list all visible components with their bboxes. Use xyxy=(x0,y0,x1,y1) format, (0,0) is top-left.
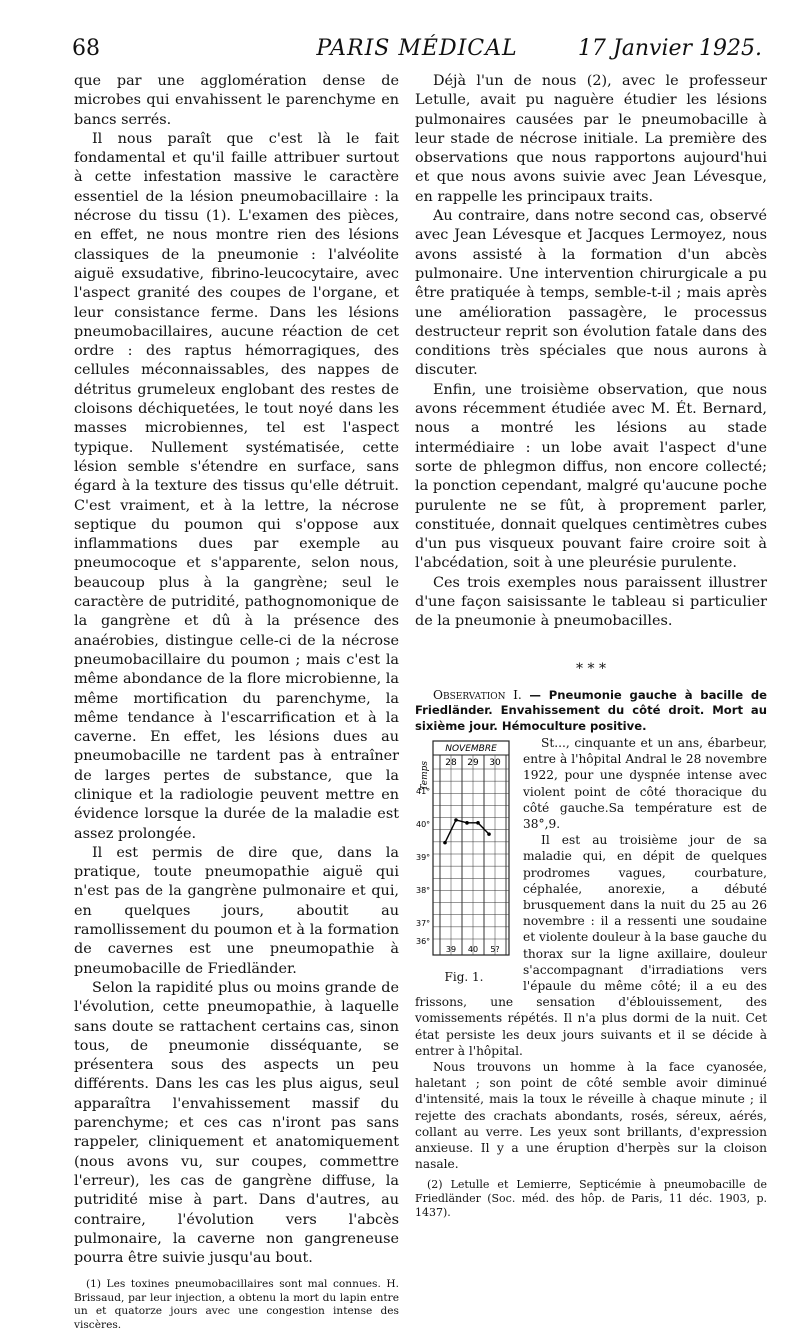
page-number: 68 xyxy=(72,36,100,61)
bottom-value: 40 xyxy=(467,945,479,954)
temperature-point xyxy=(443,841,447,845)
footnote: (1) Les toxines pneumobacillaires sont mal connues. H. Brissaud, par leur injection, a obtenu la mort du lapin entre un et quatorze jours avec une congestion intense des viscères. xyxy=(74,1278,399,1331)
bottom-value: 5? xyxy=(490,945,500,954)
chart-day-labels xyxy=(445,758,501,768)
temperature-chart-figure xyxy=(415,739,513,985)
paragraph: Au contraire, dans notre second cas, observé avec Jean Lévesque et Jacques Lermoyez, nous avons assisté à la formation d'un abcès pulmonaire. Une intervention chirurgicale a pu être pratiquée à temps, semble-t-il ; mais après une amélioration passagère, le processus destructeur reprit son évolution fatale dans des conditions très spéciales que nous aurons à discuter. xyxy=(415,208,767,379)
day-label: 28 xyxy=(445,758,457,768)
figure-caption: Fig. 1. xyxy=(444,970,484,985)
temperature-point xyxy=(487,832,491,836)
observation-label: Observation I. xyxy=(433,687,522,702)
temp-label: 36° xyxy=(416,937,431,946)
observation-paragraph: Il est au troisième jour de sa maladie qui, en dépit de quelques prodromes vagues, courbature, céphalée, anorexie, a débuté brusquement dans la nuit du 25 au 26 novembre : il a ressenti une soudaine et violente douleur à la base gauche du thorax sur la ligne axillaire, douleur s'accompagnant d'irradiations vers l'épaule du même côté; il a eu des frissons, une sensation d'éblouissement, des vomissements répétés. Il n'a plus dormi de la nuit. Cet état persiste les deux jours suivants et il se décide à entrer à l'hôpital. xyxy=(415,833,767,1058)
paragraph: Enfin, une troisième observation, que nous avons récemment étudiée avec M. Ét. Bernard, nous a montré les lésions au stade intermédiaire : un lobe avait l'aspect d'une sorte de phlegmon diffus, non encore collecté; la ponction cependant, malgré qu'aucune poche purulente ne se fût, à proprement parler, constituée, donnait quelques centimètres cubes d'un pus visqueux pouvant faire croire soit à l'abcédation, soit à une pleurésie purulente. xyxy=(415,381,767,572)
left-column xyxy=(74,72,399,1332)
paragraph: Déjà l'un de nous (2), avec le professeur Letulle, avait pu naguère étudier les lésions pulmonaires causées par le pneumobacille à leur stade de nécrose initiale. La première des observations que nous rapportons aujourd'hui et que nous avons suivie avec Jean Lévesque, en rappelle les principaux traits. xyxy=(415,73,767,205)
observation-title: — Pneumonie gauche à bacille de Friedländer. Envahissement du côté droit. Mort au sixième jour. Hémoculture positive. xyxy=(415,687,767,734)
chart-bottom-values xyxy=(446,945,500,954)
observation-body xyxy=(415,735,767,1220)
issue-date: 17 Janvier 1925. xyxy=(577,36,762,61)
temperature-point xyxy=(454,818,458,822)
paragraph: Selon la rapidité plus ou moins grande de l'évolution, cette pneumopathie, à laquelle sans doute se rattachent certains cas, sinon tous, de pneumonie disséquante, se présentera sous des aspects un peu différents. Dans les cas les plus aigus, seul apparaîtra l'envahissement massif du parenchyme; et ces cas n'iront pas sans rappeler, cliniquement et anatomiquement (nous avons vu, sur coupes, commettre l'erreur), les cas de gangrène diffuse, la putridité mise à part. Dans d'autres, au contraire, l'évolution vers l'abcès pulmonaire, la caverne non gangreneuse pourra être suivie jusqu'au bout. xyxy=(74,979,399,1267)
chart-month: NOVEMBRE xyxy=(445,744,497,754)
day-label: 29 xyxy=(467,758,479,768)
observation-paragraph: St..., cinquante et un ans, ébarbeur, entre à l'hôpital Andral le 28 novembre 1922, pour une dyspnée intense avec violent point de côté thoracique du côté gauche.Sa température est de 38°,9. xyxy=(523,736,767,832)
journal-title: PARIS MÉDICAL xyxy=(316,36,518,61)
paragraph: Il est permis de dire que, dans la pratique, toute pneumopathie aiguë qui n'est pas de la gangrène pulmonaire et qui, en quelques jours, aboutit au ramollissement du poumon et à la formation de cavernes est une pneumopathie à pneumobacille de Friedländer. xyxy=(74,844,399,977)
temperature-point xyxy=(465,821,469,825)
chart-temperature-labels xyxy=(416,787,430,946)
temperature-chart xyxy=(415,739,513,959)
temp-label: 39° xyxy=(416,853,431,862)
bottom-value: 39 xyxy=(445,945,457,954)
right-column xyxy=(415,72,767,1220)
page-header xyxy=(72,34,762,66)
temp-label: 40° xyxy=(416,820,431,829)
footnote: (2) Letulle et Lemierre, Septicémie à pneumobacille de Friedländer (Soc. méd. des hôp. de Paris, 11 déc. 1903, p. 1437). xyxy=(415,1178,767,1220)
section-separator: * * * xyxy=(576,660,606,677)
paragraph: que par une agglomération dense de microbes qui envahissent le parenchyme en bancs serrés. xyxy=(74,73,399,128)
paragraph: Ces trois exemples nous paraissent illustrer d'une façon saisissante le tableau si particulier de la pneumonie à pneumobacilles. xyxy=(415,574,767,630)
observation-heading xyxy=(415,688,767,735)
temperature-point xyxy=(476,821,480,825)
paragraph: Il nous paraît que c'est là le fait fondamental et qu'il faille attribuer surtout à cette infestation massive le caractère essentiel de la lésion pneumobacillaire : la nécrose du tissu (1). L'examen des pièces, en effet, ne nous montre rien des lésions classiques de la pneumonie : l'alvéolite aiguë exsudative, fibrino-leucocytaire, avec l'aspect granité des coupes de l'organe, et leur consistance ferme. Dans les lésions pneumobacillaires, aucune réaction de cet ordre : des raptus hémorragiques, des cellules méconnaissables, des nappes de détritus grumeleux englobant des restes de cloisons déchiquetées, le tout noyé dans les masses microbiennes, tel est l'aspect typique. Nullement systématisée, cette lésion semble s'étendre en surface, sans égard à la texture des tissus qu'elle détruit. C'est vraiment, et à la lettre, la nécrose septique du poumon qui s'oppose aux inflammations dues par exemple au pneumocoque et s'apparente, selon nous, beaucoup plus à la gangrène; seul le caractère de putridité, pathognomonique de la gangrène et dû à la présence des anaérobies, distingue celle-ci de la nécrose pneumobacillaire du poumon ; mais c'est la même abondance de la flore microbienne, la même mortification du parenchyme, la même tendance à l'escarrification et à la caverne. En effet, les lésions dues au pneumobacille ne tardent pas à entraîner de larges pertes de substance, que la clinique et la radiologie peuvent mettre en évidence lorsque la durée de la maladie est assez prolongée. xyxy=(74,130,399,842)
day-label: 30 xyxy=(489,758,501,768)
chart-frame xyxy=(433,741,509,955)
chart-grid xyxy=(433,755,509,955)
observation-paragraph: Nous trouvons un homme à la face cyanosée, haletant ; son point de côté semble avoir diminué d'intensité, mais la toux le réveille à chaque minute ; il rejette des crachats abondants, rosés, séreux, aérés, collant au verre. Les yeux sont brillants, d'expression anxieuse. Il y a une éruption d'herpès sur la cloison nasale. xyxy=(415,1060,767,1172)
temp-label: 41° xyxy=(416,787,431,796)
temp-label: 38° xyxy=(416,886,431,895)
chart-axis-label: Temps xyxy=(420,761,430,791)
temp-label: 37° xyxy=(416,919,431,928)
